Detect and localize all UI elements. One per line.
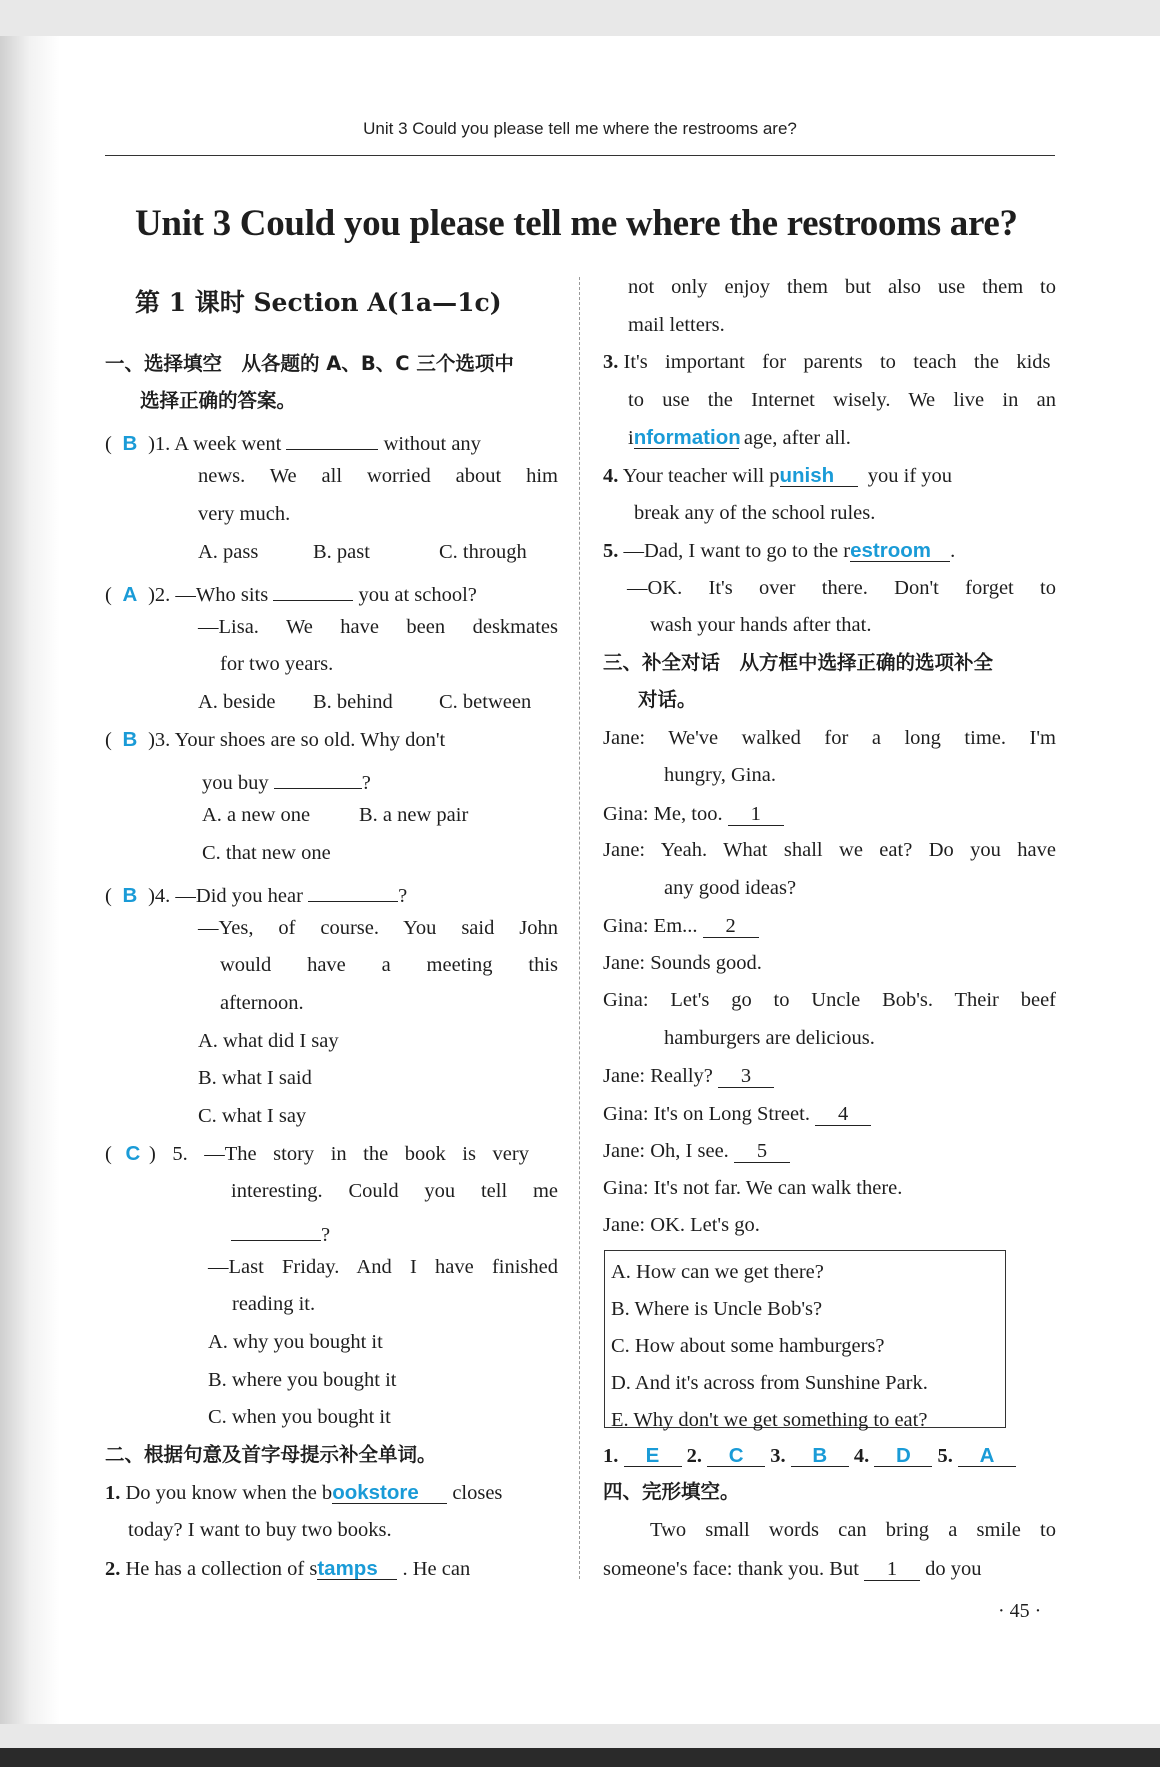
filled-answer: unish xyxy=(780,465,858,487)
column-divider xyxy=(579,277,580,1579)
filled-answer: tamps xyxy=(317,1558,397,1580)
page-number: · 45 · xyxy=(998,1600,1042,1622)
filled-answer: B xyxy=(791,1445,849,1467)
section-2-heading: 二、根据句意及首字母提示补全单词。 xyxy=(105,1443,437,1466)
word-text: today? I want to buy two books. xyxy=(128,1519,392,1541)
question-text: very much. xyxy=(198,503,291,525)
option-c: C. that new one xyxy=(202,842,331,864)
option-c: C. How about some hamburgers? xyxy=(611,1335,885,1357)
blank xyxy=(274,767,362,789)
bottom-bar xyxy=(0,1748,1160,1767)
answer-2: A xyxy=(122,583,138,606)
dialog-line: Gina: Em... 2 xyxy=(603,915,759,938)
question-text: —Lisa. We have been deskmates xyxy=(198,616,558,638)
cloze-text: Two small words can bring a smile to xyxy=(650,1519,1056,1541)
dialog-line: any good ideas? xyxy=(664,877,797,899)
header-rule xyxy=(105,155,1055,156)
option-b: B. past xyxy=(313,541,370,563)
question-2: ( A )2. —Who sits you at school? xyxy=(105,579,477,606)
lesson-heading: 第 1 课时 Section A(1a—1c) xyxy=(135,288,502,317)
word-text: to use the Internet wisely. We live in an xyxy=(628,389,1056,411)
question-text: reading it. xyxy=(232,1293,316,1315)
options-box xyxy=(604,1250,1006,1431)
option-b: B. where you bought it xyxy=(208,1369,397,1391)
dialog-line: hungry, Gina. xyxy=(664,764,776,786)
blank xyxy=(231,1219,321,1241)
option-d: D. And it's across from Sunshine Park. xyxy=(611,1372,928,1394)
word-text: not only enjoy them but also use them to xyxy=(628,276,1056,298)
dialog-line: Gina: It's on Long Street. 4 xyxy=(603,1103,871,1126)
option-a: A. beside xyxy=(198,691,276,713)
blank-number: 2 xyxy=(703,915,759,938)
dialog-line: Jane: Oh, I see. 5 xyxy=(603,1140,790,1163)
answer-3: B xyxy=(122,728,138,751)
dialog-line: Jane: OK. Let's go. xyxy=(603,1214,760,1236)
question-1: ( B )1. A week went without any xyxy=(105,428,481,455)
option-c: C. when you bought it xyxy=(208,1406,391,1428)
question-3: ( B )3. Your shoes are so old. Why don't xyxy=(105,728,446,751)
word-2: 2. He has a collection of stamps . He can xyxy=(105,1557,471,1580)
option-b: B. Where is Uncle Bob's? xyxy=(611,1298,823,1320)
blank-number: 5 xyxy=(734,1140,790,1163)
question-text: interesting. Could you tell me xyxy=(231,1180,558,1202)
word-5: 5. —Dad, I want to go to the restroom . xyxy=(603,539,956,562)
question-text: ? xyxy=(231,1219,330,1246)
dialog-line: Jane: Sounds good. xyxy=(603,952,762,974)
section-1-heading-cont: 选择正确的答案。 xyxy=(140,389,297,412)
question-text: you buy ? xyxy=(202,767,371,794)
question-text: would have a meeting this xyxy=(220,954,558,976)
dialog-line: hamburgers are delicious. xyxy=(664,1027,875,1049)
question-text: news. We all worried about him xyxy=(198,465,558,487)
running-header: Unit 3 Could you please tell me where the restrooms are? xyxy=(363,119,797,138)
word-text: wash your hands after that. xyxy=(650,614,872,636)
question-4: ( B )4. —Did you hear ? xyxy=(105,880,407,907)
filled-answer: E xyxy=(624,1445,682,1467)
word-text: mail letters. xyxy=(628,314,725,336)
option-b: B. a new pair xyxy=(359,804,469,826)
answer-1: B xyxy=(122,432,138,455)
answer-5: C xyxy=(125,1142,141,1165)
dialog-line: Jane: Really? 3 xyxy=(603,1065,774,1088)
word-1: 1. Do you know when the bookstore closes xyxy=(105,1481,503,1504)
option-b: B. what I said xyxy=(198,1067,312,1089)
blank xyxy=(273,579,353,601)
filled-answer: C xyxy=(707,1445,765,1467)
word-text: information age, after all. xyxy=(628,426,851,449)
option-c: C. what I say xyxy=(198,1105,307,1127)
filled-answer: nformation xyxy=(633,426,741,449)
word-4: 4. Your teacher will punish you if you xyxy=(603,464,953,487)
option-a: A. pass xyxy=(198,541,259,563)
dialog-line: Gina: Let's go to Uncle Bob's. Their beef xyxy=(603,989,1056,1011)
blank-number: 1 xyxy=(864,1558,920,1581)
answer-4: B xyxy=(122,884,138,907)
filled-answer: A xyxy=(958,1445,1016,1467)
word-3: 3. It's important for parents to teach the kids xyxy=(603,351,1051,373)
unit-title: Unit 3 Could you please tell me where the restrooms are? xyxy=(135,203,1018,244)
option-e: E. Why don't we get something to eat? xyxy=(611,1409,928,1431)
dialog-line: Gina: Me, too. 1 xyxy=(603,803,784,826)
question-text: —Last Friday. And I have finished xyxy=(208,1256,558,1278)
dialog-answers: 1. E 2. C 3. B 4. D 5. A xyxy=(603,1445,1016,1467)
option-a: A. what did I say xyxy=(198,1030,339,1052)
option-a: A. How can we get there? xyxy=(611,1261,824,1283)
filled-answer: D xyxy=(874,1445,932,1467)
dialog-line: Gina: It's not far. We can walk there. xyxy=(603,1177,903,1199)
option-a: A. a new one xyxy=(202,804,311,826)
filled-answer: estroom xyxy=(850,540,950,562)
section-1-heading: 一、选择填空 从各题的 A、B、C 三个选项中 xyxy=(105,352,514,375)
option-c: C. through xyxy=(439,541,527,563)
word-text: —OK. It's over there. Don't forget to xyxy=(627,577,1056,599)
option-c: C. between xyxy=(439,691,532,713)
option-b: B. behind xyxy=(313,691,393,713)
question-5: ( C ) 5. —The story in the book is very xyxy=(105,1142,529,1165)
word-text: break any of the school rules. xyxy=(634,502,876,524)
dialog-line: Jane: We've walked for a long time. I'm xyxy=(603,727,1056,749)
blank xyxy=(286,428,378,450)
blank-number: 1 xyxy=(728,803,784,826)
dialog-line: Jane: Yeah. What shall we eat? Do you have xyxy=(603,839,1056,861)
section-3-heading: 三、补全对话 从方框中选择正确的选项补全 xyxy=(603,651,994,674)
cloze-text: someone's face: thank you. But 1 do you xyxy=(603,1558,982,1580)
question-text: —Yes, of course. You said John xyxy=(198,917,558,939)
option-a: A. why you bought it xyxy=(208,1331,383,1353)
question-text: for two years. xyxy=(220,653,334,675)
blank xyxy=(308,880,398,902)
section-4-heading: 四、完形填空。 xyxy=(603,1480,740,1503)
section-3-heading-cont: 对话。 xyxy=(638,688,697,711)
blank-number: 3 xyxy=(718,1065,774,1088)
blank-number: 4 xyxy=(815,1103,871,1126)
question-text: afternoon. xyxy=(220,992,304,1014)
filled-answer: ookstore xyxy=(332,1482,447,1504)
